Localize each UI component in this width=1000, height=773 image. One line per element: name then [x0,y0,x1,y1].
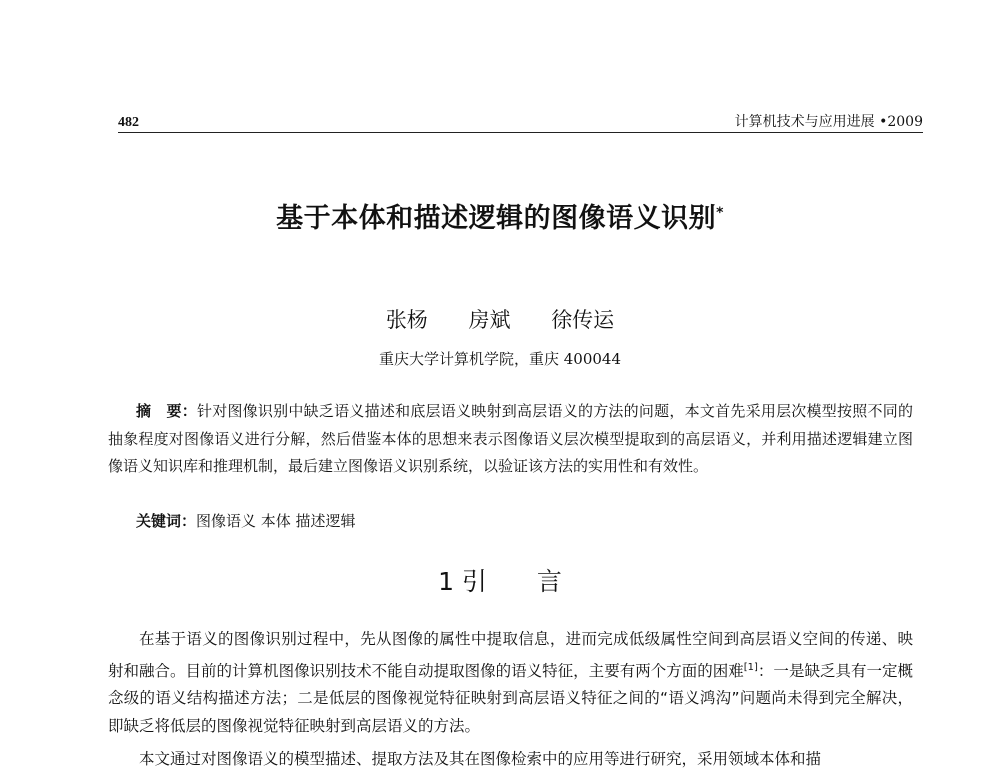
author-list [0,304,1000,334]
paragraph-text: 在基于语义的图像识别过程中，先从图像的属性中提取信息，进而完成低级属性空间到高层语义空间的传递、映射和融合。目前的计算机图像识别技术不能自动提取图像的语义特征，主要有两个方面的困难 [108,630,913,680]
author: 徐传运 [551,308,615,332]
affiliation: 重庆大学计算机学院，重庆 400044 [378,350,622,368]
title-text: 基于本体和描述逻辑的图像语义识别 [276,203,717,234]
citation: [1] [743,661,758,673]
paper-title [0,196,1000,235]
paragraph [108,626,913,741]
author: 张杨 [385,308,428,332]
body-text [108,626,913,773]
author: 房斌 [468,308,511,332]
abstract-text: 针对图像识别中缺乏语义描述和底层语义映射到高层语义的方法的问题，本文首先采用层次模型按照不同的抽象程度对图像语义进行分解，然后借鉴本体的思想来表示图像语义层次模型提取到的高层语义，并利用描述逻辑建立图像语义知识库和推理机制，最后建立图像语义识别系统，以验证该方法的实用性和有效性。 [108,402,913,475]
keywords-label: 关键词： [136,512,197,530]
page-number: 482 [118,115,139,130]
running-header [118,114,923,133]
title-footnote-mark: * [716,205,724,221]
abstract-label: 摘 要： [136,402,197,420]
paragraph: 本文通过对图像语义的模型描述、提取方法及其在图像检索中的应用等进行研究，采用领域本体和描 [139,749,822,768]
abstract [108,398,913,481]
journal-name: 计算机技术与应用进展 •2009 [734,114,923,130]
section-heading: 1 引 言 [438,567,562,596]
keywords [136,510,356,531]
paragraph-text: ：一是缺乏具有一定概念级的语义结构描述方法；二是低层的图像视觉特征映射到高层语义特征之间的“语义鸿沟”问题尚未得到完全解决，即缺乏将低层的图像视觉特征映射到高层语义的方法。 [108,661,913,735]
keywords-text: 图像语义 本体 描述逻辑 [196,512,356,530]
